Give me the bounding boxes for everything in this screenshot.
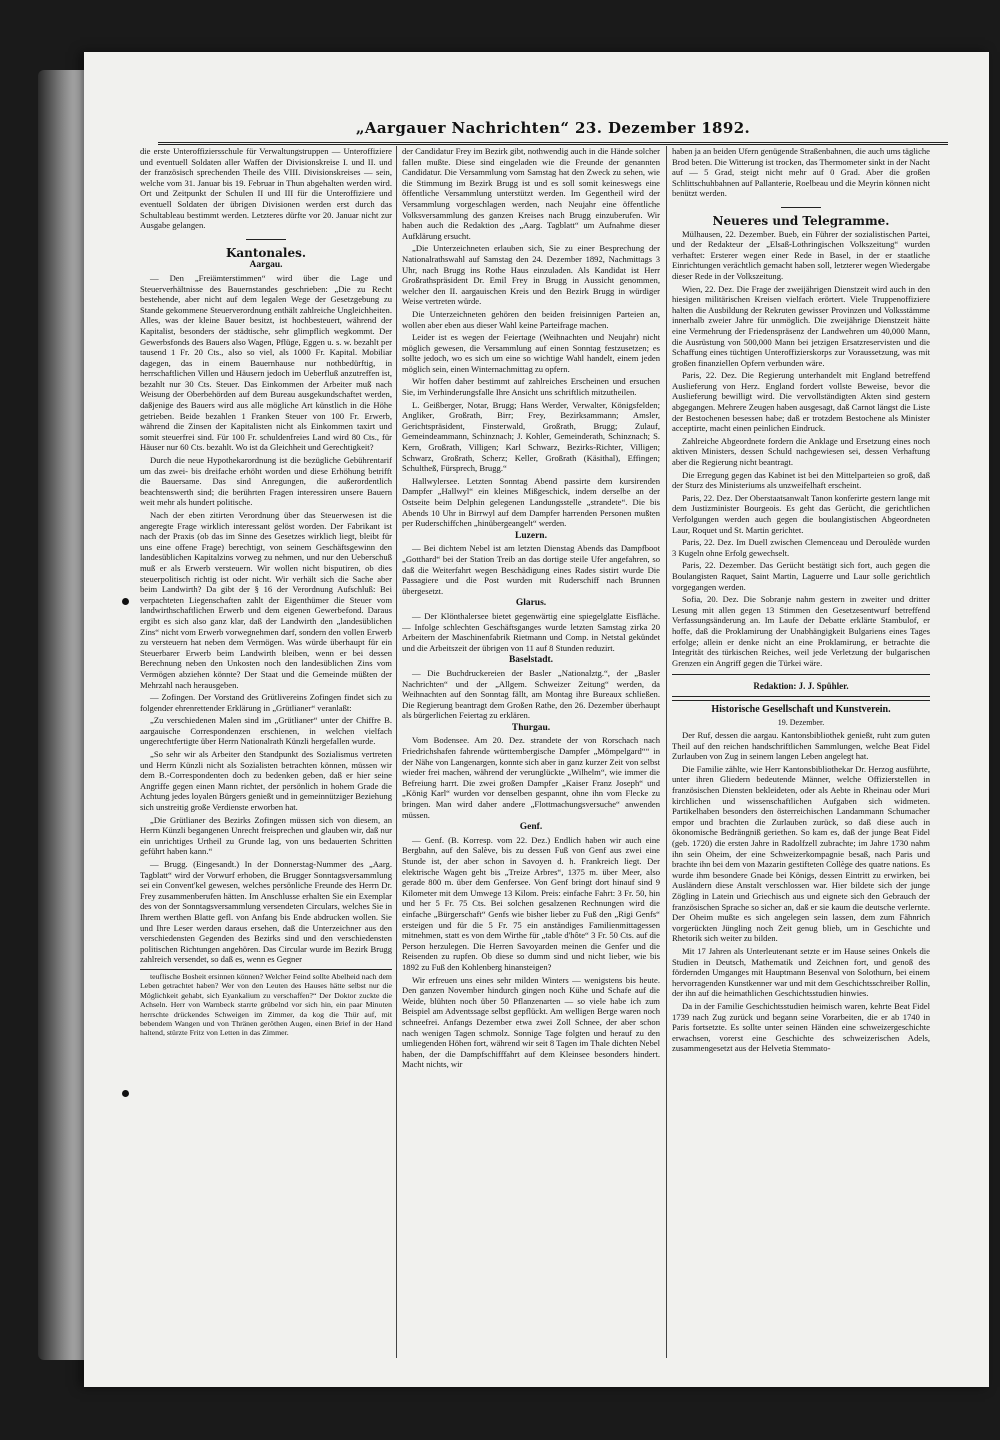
page-header (158, 108, 948, 145)
article-text: „Die Unterzeichneten erlauben sich, Sie zu einer Besprechung der Nationalrathswahl auf Samstag den 24. Dezember 1892, Nachmittags 3 Uhr, nach Brugg ins Rothe Haus einzuladen. Als Kandidat ist Herr Großrathspräsident Dr. Emil Frey in Brugg in Aussicht genommen, welcher den II. aargauischen Kreis und den Bezirk Brugg in würdiger Weise vertreten würde. (402, 243, 660, 307)
subsection-heading: Glarus. (515, 598, 547, 609)
article-text: „So sehr wir als Arbeiter den Standpunkt des Sozialismus vertreten und Herrn Künzli nicht als Sozialisten betrachten können, müssen wir dem B.-Correspondenten doch zu bedenken geben, daß er hier seine Angriffe gegen einen Mann richtet, der persönlich in hohem Grade die Achtung jedes loyalen Bürgers genießt und in gemeinnütziger Beziehung sich unstreitig große Verdienste erworben hat. (140, 749, 392, 813)
subsection-heading: Luzern. (515, 530, 547, 541)
article-text: Zahlreiche Abgeordnete fordern die Anklage und Ersetzung eines noch aktiven Ministers, dessen Schuld nachgewiesen sei, dessen Verhaftung aber die Regierung nicht beantragt. (672, 435, 930, 468)
article-text: Die Familie zählte, wie Herr Kantonsbibliothekar Dr. Herzog ausführte, unter ihren Gliedern bedeutende Männer, welche Offizierstellen in französischen Diensten bekleideten, oder als Aebte in Rheinau oder Muri kirchlichen und wissenschaftlichen Aufgaben sich widmeten. Partikelhaben besonders den österreichischen Landammann Schumacher empor und brachten die Zurlauben zurück, so daß diese auch in ökonomische Bedrängniß geriethen. So kam es, daß der junge Beat Fidel (geb. 1720) die ersten Jahre in Radolfzell zubrachte; im Jahre 1730 nahm ihn sein Oheim, der eine Schweizerkompagnie besaß, nach Paris und brachte ihn bei dem von Mazarin gestifteten Collège des quatre nations. Es wurde ihm besondere Gnade bei Königs, dessen Eintritt zu erwirken, bei Ausländern diese Anstalt verschlossen war. Hier bildete sich der junge Zögling in Latein und Griechisch aus und eignete sich den Gebrauch der französischen Sprache so sicher an, daß er sie kaum die deutsche verlernte. Der Oheim mußte es sich angelegen sein lassen, dem zum Fähnrich vorgerückten Jüngling noch Zeit genug blieb, um in Geschichte und Rhetorik sich weiter zu bilden. (672, 763, 930, 944)
article-text: — Brugg. (Eingesandt.) In der Donnerstag-Nummer des „Aarg. Tagblatt“ wird der Vorwurf erhoben, die Brugger Sonntagsversammlung sei ein Convent'kel gewesen, welches persönliche Freunde des Herrn Dr. Frey zusammenberufen hätten. Im Anschlusse erhalten Sie ein Exemplar des von der Sonntagsversammlung versendeten Circulars, welches Sie in Ihrem werthen Blatte gefl. von Anfang bis Ende abdrucken wollen. Sie und Ihre Leser werden daraus ersehen, daß die Unterzeichner aus den verschiedensten Gegenden des Bezirks sind und den verschiedensten politischen Richtungen angehören. Das Circular wurde im Bezirk Brugg zahlreich versendet, so daß es, wenn es Gegner (140, 859, 392, 965)
article-text: Paris, 22. Dez. Die Regierung unterhandelt mit England betreffend Auslieferung von Herz. England fordert vollste Beweise, bevor die Auslieferung bewilligt wird. Die vervollständigten Akten sind gestern abgegangen. Mehrere Zeugen haben ausgesagt, daß Carnot längst die Liste der Bestochenen besessen habe; daß er trotzdem Bestochene als Minister acceptirte, macht einen peinlichen Eindruck. (672, 370, 930, 434)
section-date: 19. Dezember. (777, 717, 825, 727)
separator (781, 207, 821, 208)
article-text: Mülhausen, 22. Dezember. Bueb, ein Führer der sozialistischen Partei, und der Redakteur der „Elsaß-Lothringischen Volkszeitung“ wurden verhaftet: Ersterer wegen einer Rede in Basel, in der er staatliche Einrichtungen verächtlich gemacht haben soll, letzterer wegen Wiedergabe dieser Rede in der Volkszeitung. (672, 228, 930, 281)
article-text: — Den „Freiämterstimmen“ wird über die Lage und Steuerverhältnisse des Bauernstandes geschrieben: „Die zu Recht bestehende, aber nicht auf dem legalen Wege der Gesetzgebung zu Stande gekommene Steuerverordnung enthält zahlreiche Ungleichheiten. Alles, was der kleine Bauer besitzt, ist hochbesteuert, während der Kapitalist, besonders der städtische, sehr glimpflich wegkommt. Der Gewerbsfonds des Bauers also Wagen, Pflüge, Eggen u. s. w. bezahlt per tausend 1 Fr. 20 Cts., also so viel, als 1000 Fr. Kapital. Mobiliar dagegen, das in einem Bauernhause nur nothbedürftig, in herrschaftlichen Villen und Häusern jedoch im Ueberfluß anzutreffen ist, bezahlt nur 30 Cts. Steuer. Das Einkommen der Arbeiter muß nach Weisung der Oberbehörden auf dem Bureau ausgekundschaftet werden, daßjenige des Bauers wird aus alle mögliche Art künstlich in die Höhe getrieben. Beide bezahlen 1 Franken Steuer von 100 Fr. Erwerb, während die Zinsen der Kapitalisten nicht als Einkommen taxirt und somit steuerfrei sind. Für 100 Fr. schuldenfreies Land wird 80 Cts., für Häuser nur 60 Cts. bezahlt. Wo ist da Gleichheit und Gerechtigkeit? (140, 272, 392, 453)
subsection-heading: Genf. (519, 822, 543, 833)
section-heading: Neueres und Telegramme. (712, 213, 890, 228)
newspaper-title: „Aargauer Nachrichten“ 23. Dezember 1892. (355, 119, 751, 137)
feuilleton-text: teuflische Bosheit ersinnen können? Welcher Feind sollte Abelheid nach dem Leben getrachtet haben? Wer von den Leuten des Hauses hätte selbst nur die Möglichkeit gehabt, sich Eyankalium zu verschaffen?“ Der Doktor zuckte die Achseln. Herr von Warnbeck starrte grübelnd vor sich hin, ein paar Minuten herrschte drückendes Schweigen im Zimmer, da kog die Thür auf, mit bebendem Wangen und von Thränen geröthen Augen, einen Brief in der Hand haltend, stürzte Fritz von Letten in das Zimmer. (140, 971, 392, 1038)
column-3 (672, 146, 930, 1366)
column-2 (402, 146, 660, 1366)
subsection-heading: Aargau. (249, 260, 283, 271)
article-text: Wien, 22. Dez. Die Frage der zweijährigen Dienstzeit wird auch in den hiesigen militärischen Kreisen vielfach erörtert. Viele Truppenoffiziere halten die Ausbildung der Rekruten gewisser Provinzen und Volksstämme innerhalb zweier Jahre für unmöglich. Die zweijährige Dienstzeit hätte eine Vermehrung der Friedenspräsenz der Landwehren um 40,000 Mann, die Ausrüstung von 500,000 Mann bei jetzigen Ersatzreservisten und die Schaffung eines tüchtigen Unteroffizierskorps zur Voraussetzung, was mit großen finanziellen Opfern verbunden wäre. (672, 283, 930, 368)
article-text: Wir erfreuen uns eines sehr milden Winters — wenigstens bis heute. Den ganzen November hindurch gingen noch Kühe und Schafe auf die Weide, blühten noch über 50 Pflanzenarten — so viele habe ich zum Beispiel am Adventssage selbst gepflückt. Am welligen Berge waren noch schneefrei. Anfangs Dezember etwa zwei Zoll Schnee, der aber schon nach wenigen Tagen schmolz. Sonnige Tage folgten und herauf zu den umliegenden Höhen fort, während wir seit 8 Tagen im Thale dichten Nebel haben, der die Dampfschifffahrt auf dem Kleinsee besonders hindert. Macht nichts, wir (402, 974, 660, 1070)
section-heading: Historische Gesellschaft und Kunstverein. (711, 703, 891, 715)
article-text: Vom Bodensee. Am 20. Dez. strandete der von Rorschach nach Friedrichshafen fahrende württembergische Dampfer „Mömpelgard““ in der Nähe von Langenargen, konnte sich aber in ganz kurzer Zeit von selbst wieder frei machen, während der verunglückte „Wilhelm“, wie immer die Befreiung harrt. Die zwei großen Dampfer „Kaiser Franz Joseph“ und „König Karl“ wurden vor denselben gespannt, ohne ihn vom Flecke zu bringen. Man wird daher andere „Flottmachungsversuche“ anwenden müssen. (402, 735, 660, 820)
subsection-heading: Thurgau. (511, 722, 551, 733)
article-text: „Zu verschiedenen Malen sind im „Grütlianer“ unter der Chiffre B. aargauische Correspondenzen erschienen, in welchen vielfach ungerechtfertigte über Herrn Nationalrath Künzli hergefallen wurde. (140, 715, 392, 747)
separator (672, 696, 930, 701)
article-text: Paris, 22. Dez. Der Oberstaatsanwalt Tanon konferirte gestern lange mit dem Justizminister Bourgeois. Es geht das Gerücht, die gerichtlichen Verfolgungen werden auch gegen die boulangistischen Abgeordneten Laur, Roquet und St. Martin gerichtet. (672, 492, 930, 535)
article-text: Durch die neue Hypothekarordnung ist die bezügliche Gebührentarif um das zwei- bis dreifache erhöht worden und diese Erhöhung betrifft die Bauersame. Das sind Anregungen, die außerordentlich beachtenswerth sind; die berührten Fragen interessiren unsere Bauern weit mehr als hundert politische. (140, 455, 392, 508)
article-text: Wir hoffen daher bestimmt auf zahlreiches Erscheinen und ersuchen Sie, im Verhinderungsfalle Ihre Ansicht uns schriftlich mitzutheilen. (402, 376, 660, 398)
article-text: Sofia, 20. Dez. Die Sobranje nahm gestern in zweiter und dritter Lesung mit allen gegen 13 Stimmen den Gesetzesentwurf betreffend Verfassungsänderung an. Im Laufe der Debatte erklärte Stambulof, er hoffe, daß die Proklamirung der Unabhängigkeit Bulgariens eines Tages erfolge; allein er denke nicht an eine Proklamirung, er betrachte die Integrität des türkischen Reiches, weil jede Verletzung der bulgarischen Grenzen ein Angriff gegen die Türkei wäre. (672, 594, 930, 668)
article-text: Der Ruf, dessen die aargau. Kantonsbibliothek genießt, ruht zum guten Theil auf den reichen handschriftlichen Sammlungen, welche Beat Fidel Zurlauben von Zug in seinem langen Leben angelegt hat. (672, 730, 930, 762)
column-divider (666, 146, 667, 1358)
article-text: „Die Grütlianer des Bezirks Zofingen müssen sich von diesem, an Herrn Künzli begangenen Unrecht freisprechen und glauben wir, daß nur ein unrichtiges Urtheil zu Grunde lag, von uns bedauerten Schritten geführt haben kann.“ (140, 814, 392, 857)
article-text: — Zofingen. Der Vorstand des Grütlivereins Zofingen findet sich zu folgender ehrenrettender Erklärung in „Grütlianer“ veranlaßt: (140, 692, 392, 713)
article-text: — Der Klönthalersee bietet gegenwärtig eine spiegelglatte Eisfläche. — Infolge schlechten Geschäftsganges wurde letzten Samstag zirka 20 Arbeitern der Maschinenfabrik Rietmann und Comp. in Netstal gekündet und die Arbeitszeit der übrigen von 11 auf 8 Stunden reduzirt. (402, 610, 660, 653)
column-divider (396, 146, 397, 1358)
article-text: die erste Unteroffiziersschule für Verwaltungstruppen — Unteroffiziere und eventuell Soldaten aller Waffen der Divisionskreise I. und II. und der französisch sprechenden Theile des VIII. Divisionskreises — sein, welche vom 31. Januar bis 19. Februar in Thun abgehalten werden wird. Ort und Zeitpunkt der Schulen II und III für die Unteroffiziere und eventuell Soldaten der übrigen Divisionen werden erst durch das Schultableau bestimmt werden. Letzteres dürfte vor 20. Januar nicht zur Ausgabe gelangen. (140, 146, 392, 231)
article-text: der Candidatur Frey im Bezirk gibt, nothwendig auch in die Hände solcher fallen mußte. Diese sind eingeladen wie die Freunde der genannten Candidatur. Die Versammlung vom Samstag hat den Zweck zu sehen, wie die Stimmung im Bezirk Brugg ist und es soll somit keineswegs eine öffentliche Versammlung unterstützt werden. Im Gegentheil wird der Versammlung vorgeschlagen werden, nach Neujahr eine öffentliche Volksversammlung des ganzen Kreises nach Brugg einzuberufen. Wir haben auch die Redaktion des „Aarg. Tagblatt“ um Aufnahme dieser Aufklärung ersucht. (402, 146, 660, 241)
article-text: Nach der eben zitirten Verordnung über das Steuerwesen ist die angeregte Frage wirklich interessant gelöst worden. Der Fabrikant ist nach der Praxis (ob das im Sinne des Gesetzes wirklich liegt, bleibt für uns eine offene Frage) berechtigt, von seinem Geschäftsgewinn den landesüblichen Kapitalzins vorweg zu nehmen, und nur den Ueberschuß muß er als Erwerb versteuern. Wir wollen nicht bisputiren, ob dies steuerpolitisch richtig ist oder nicht. Wir verhält sich die Sache aber beim Landwirth? Da gibt der § 16 der Verordnung Aufschluß: Bei verpachteten Liegenschaften zahlt der Eigenthümer die Steuer vom landwirthschaftlichen Erwerb und dem eigenen Gewerbefond. Daraus ergibt es sich also ganz klar, daß der Landwirth den „landesüblichen Zins“ nicht vom Erwerb vorwegnehmen darf, sondern den vollen Erwerb zu versteuern hat neben dem Vermögen. Was würde überhaupt für ein Steuerbarer Erwerb beim Landwirth bleiben, wenn er bei dessen Berechnung neben den Unkosten noch den landesüblichen Zins vom Vermögen abziehen könnte? Der Staat und die Gemeinde müßten der Mehrzahl nach herausgeben. (140, 510, 392, 690)
article-text: — Bei dichtem Nebel ist am letzten Dienstag Abends das Dampfboot „Gotthard“ bei der Station Treib an das dortige steile Ufer angefahren, so daß die Weiterfahrt wegen Beschädigung eines Rades sistirt wurde Die Passagiere und die Post wurden mit Ruderschiff nach Brunnen übergesetzt. (402, 543, 660, 596)
article-text: Da in der Familie Geschichtsstudien heimisch waren, kehrte Beat Fidel 1739 nach Zug zurück und begann seine Vorarbeiten, die er ab 1740 in Paris fortsetzte. Es sollte unter seinen Händen eine schweizergeschichte erwachsen, vorerst eine Geschichte des schweizerischen Adels, zusammengesetzt aus der Helvetia Stemmato- (672, 1000, 930, 1054)
article-text: Die Unterzeichneten gehören den beiden freisinnigen Parteien an, wollen aber eben aus dieser Wahl keine Parteifrage machen. (402, 308, 660, 330)
editor-line: Redaktion: J. J. Spühler. (753, 681, 849, 692)
article-text: L. Geißberger, Notar, Brugg; Hans Werder, Verwalter, Königsfelden; Angliker, Großrath, Birr; Frey, Bezirksammann; Amsler, Gerichtspräsident, Finsterwald, Großrath, Brugg; Zulauf, Gemeindeammann, Schinznach; J. Kohler, Gemeinderath, Schinznach; S. Kern, Großrath, Villigen; Karl Schwarz, Bezirks-Richter, Villigen; Schwarz, Großrath, Scherz; Keller, Großrath (Käsithal), Effingen; Schultheß, Fürsprech, Brugg.“ (402, 399, 660, 474)
article-text: Mit 17 Jahren als Unterleutenant setzte er im Hause seines Onkels die Studien in Deutsch, Mathematik und Zeichnen fort, und genoß des fördernden Umganges mit Hauptmann Besenval von Solothurn, bei einem hervorragenden Kunstkenner war und mit dem Geschichtsschreiber Rollin, der ihn auf die heimathlichen Geschichtsstudien hinwies. (672, 945, 930, 999)
binding-hole (122, 598, 129, 605)
article-text: Die Erregung gegen das Kabinet ist bei den Mittelparteien so groß, daß der Sturz des Ministeriums als unzweifelhaft erscheint. (672, 469, 930, 491)
article-text: haben ja an beiden Ufern genügende Straßenbahnen, die auch ums tägliche Brod beten. Die Witterung ist trocken, das Thermometer sinkt in der Nacht auf — 5 Grad, steigt nicht mehr auf 0 Grad. Aber die großen Schlittschuhbahnen auf Pallanterie, Roelbeau und die Meyrin können nicht benützt werden. (672, 146, 930, 199)
section-heading: Kantonales. (225, 245, 307, 260)
article-text: Paris, 22. Dez. Im Duell zwischen Clemenceau und Deroulède wurden 3 Kugeln ohne Erfolg gewechselt. (672, 537, 930, 558)
separator (246, 239, 286, 240)
feuilleton (140, 969, 392, 1038)
article-text: Hallwylersee. Letzten Sonntag Abend passirte dem kursirenden Dampfer „Hallwyl“ ein kleines Mißgeschick, indem derselbe an der Ostseite beim Delphin gelegenen Landungsstelle „strandete“. Die bis Abends 10 Uhr in Birrwyl auf dem Dampfer harrenden Personen mußten per Ruderschiffchen „hinübergeangelt“ werden. (402, 475, 660, 529)
article-text: — Genf. (B. Korresp. vom 22. Dez.) Endlich haben wir auch eine Bergbahn, auf den Salève, bis zu dessen Fuß von Genf aus zwei eine Stunde ist, der aber schon in Savoyen d. h. Frankreich liegt. Der elektrische Wagen geht bis „Treize Arbres“, 1375 m. über Meer, also gerade 800 m. über dem Genfersee. Von Genf bringt dort hinauf sind 9 Kilometer mit dem Umwege 13 Kilom. Preis: einfache Fahrt: 3 Fr. 50, hin und her 5 Fr. 75 Cts. Bei solchen gesalzenen Rechnungen wird die einfache „Bürgerschaft“ Genfs wie bisher lieber zu Fuß den „Rigi Genfs“ ersteigen und für die 5 Fr. 75 ein anständiges Familienmittagessen mitnehmen, statt es von dem Wirthe für „table d'hôte“ 3 Fr. 50 Cts. auf die Person herzulegen. Die Herren Savoyarden meinen die Genfer und die Reisenden zu rupfen. Ob diese so dumm sind und nicht lieber, wie bis 1892 zu Fuß den Kohlenberg hinansteigen? (402, 834, 660, 972)
separator (672, 674, 930, 675)
subsection-heading: Baselstadt. (508, 655, 554, 666)
article-text: Paris, 22. Dezember. Das Gerücht bestätigt sich fort, auch gegen die Boulangisten Raquet, Saint Martin, Laguerre und Laur solle gerichtlich vorgegangen werden. (672, 560, 930, 592)
column-1 (140, 146, 392, 1366)
article-text: — Die Buchdruckereien der Basler „Nationalztg.“, der „Basler Nachrichten“ und der „Allgem. Schweizer Zeitung“ werden, da Weihnachten auf den Sonntag fällt, am Montag ihre Bureaux schließen. Die Regierung beantragt dem Großen Rathe, den 26. Dezember überhaupt als bürgerlichen Feiertag zu erklären. (402, 667, 660, 721)
article-text: Leider ist es wegen der Feiertage (Weihnachten und Neujahr) nicht möglich gewesen, die Versammlung auf einen Sonntag festzusetzen; es sollte jedoch, wo es sich um eine so wichtige Wahl handelt, einem jeden möglich sein, einen Winternachmittag zu opfern. (402, 332, 660, 374)
binding-hole (122, 1090, 129, 1097)
